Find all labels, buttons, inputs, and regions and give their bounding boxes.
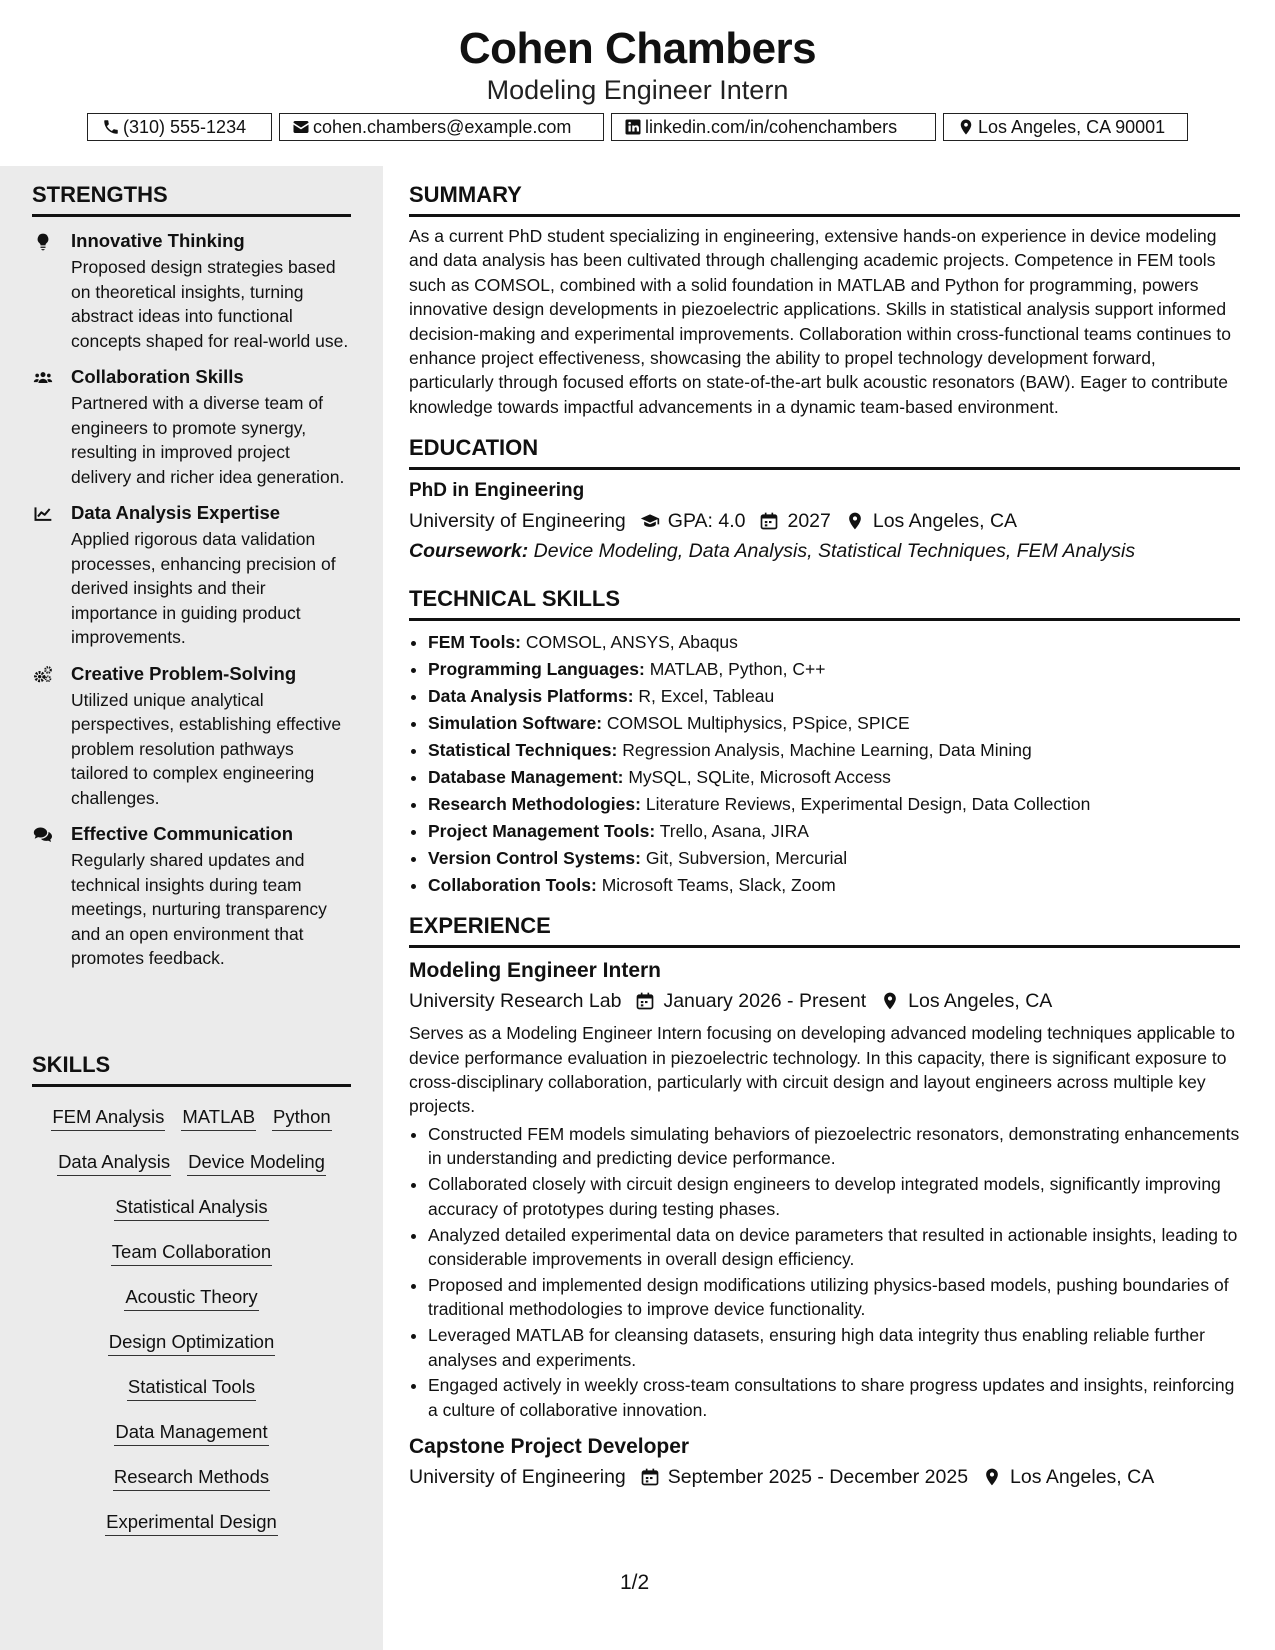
linkedin-text: linkedin.com/in/cohenchambers [645, 116, 898, 137]
map-pin-icon [845, 511, 865, 531]
list-item [428, 737, 1240, 764]
envelope-icon [292, 118, 310, 136]
list-item [428, 656, 1240, 683]
skill-values: R, Excel, Tableau [638, 686, 775, 707]
skill-values: Literature Reviews, Experimental Design, Data Collection [645, 794, 1091, 815]
list-item: • Engaged actively in weekly cross-team consultations to share progress updates and insights, reinforcing a culture of collaborative innovation. [428, 1373, 1240, 1422]
skills-tag-list [32, 1105, 351, 1555]
contact-location [943, 113, 1188, 141]
list-item [428, 791, 1240, 818]
skill-tag: Statistical Tools [127, 1375, 256, 1401]
phone-text: (310) 555-1234 [123, 116, 247, 137]
map-pin-icon [880, 991, 900, 1011]
skill-category: Programming Languages: [428, 659, 645, 680]
skill-values: MATLAB, Python, C++ [649, 659, 826, 680]
candidate-role: Modeling Engineer Intern [486, 75, 789, 105]
job-bullets [409, 1122, 1240, 1422]
email-text: cohen.chambers@example.com [313, 116, 572, 137]
summary-text: As a current PhD student specializing in engineering, extensive hands-on experience in device modeling and data analysis has been cultivated through challenging academic projects. Competence in FEM tools such as COMSOL, combined with a solid foundation in MATLAB and Python for programming, powers innovative design developments in piezoelectric applications. Skills in statistical analysis support informed decision-making and experimental improvements. Collaboration within cross-functional teams continues to enhance project effectiveness, showcasing the ability to propel technology development forward, particularly through focused efforts on state-of-the-art bulk acoustic resonators (BAW). Eager to contribute knowledge towards impactful advancements in a dynamic team-based environment. [409, 226, 1231, 417]
strength-title: Effective Communication [71, 823, 294, 844]
strength-title: Innovative Thinking [71, 230, 245, 251]
skills-heading: SKILLS [32, 1052, 351, 1087]
coursework-text: Device Modeling, Data Analysis, Statistical Techniques, FEM Analysis [533, 540, 1136, 563]
skill-tag: MATLAB [181, 1105, 256, 1131]
technical-skills-heading: TECHNICAL SKILLS [409, 586, 1240, 621]
education-location: Los Angeles, CA [872, 510, 1018, 533]
experience-heading: EXPERIENCE [409, 913, 1240, 948]
skill-values: Regression Analysis, Machine Learning, Data Mining [622, 740, 1032, 761]
strength-title: Data Analysis Expertise [71, 502, 281, 523]
skill-category: Research Methodologies: [428, 794, 641, 815]
skill-tag: Data Management [114, 1420, 268, 1446]
contact-bar [0, 113, 1275, 141]
strengths-heading: STRENGTHS [32, 182, 351, 217]
contact-phone[interactable] [87, 113, 272, 141]
graduation-cap-icon [640, 511, 660, 531]
skill-tag: Statistical Analysis [114, 1195, 268, 1221]
users-icon [32, 368, 54, 388]
skill-category: Data Analysis Platforms: [428, 686, 634, 707]
strengths-section [32, 182, 351, 971]
school-name: University of Engineering [409, 510, 626, 533]
job-summary: Serves as a Modeling Engineer Intern focusing on developing advanced modeling techniques applicable to device performance evaluation in piezoelectric technology. In this capacity, there is significant exposure to cross-disciplinary collaboration, particularly with circuit design and layout engineers across multiple key projects. [409, 1023, 1235, 1117]
linkedin-icon [624, 118, 642, 136]
summary-heading: SUMMARY [409, 182, 1240, 217]
job-title: Capstone Project Developer [409, 1435, 690, 1459]
skill-tag: Design Optimization [108, 1330, 276, 1356]
skill-tag: Acoustic Theory [124, 1285, 258, 1311]
map-pin-icon [957, 118, 975, 136]
degree-title: PhD in Engineering [409, 480, 585, 502]
skills-row [32, 1285, 351, 1330]
list-item [428, 764, 1240, 791]
skill-category: Simulation Software: [428, 713, 603, 734]
skill-tag: Data Analysis [57, 1150, 171, 1176]
strength-item [32, 663, 351, 811]
skills-row [32, 1195, 351, 1240]
map-pin-icon [982, 1467, 1002, 1487]
skill-values: COMSOL Multiphysics, PSpice, SPICE [606, 713, 910, 734]
list-item: • Leveraged MATLAB for cleansing datasets, ensuring high data integrity thus enabling reliable further analyses and experiments. [428, 1323, 1240, 1372]
strength-text: Utilized unique analytical perspectives, establishing effective problem resolution pathways tailored to complex engineering challenges. [71, 689, 342, 808]
lightbulb-icon [32, 232, 54, 252]
coursework-line [409, 536, 1240, 566]
list-item: • Proposed and implemented design modifications utilizing physics-based models, pushing boundaries of traditional methodologies to improve device functionality. [428, 1273, 1240, 1322]
skill-tag: Experimental Design [105, 1510, 278, 1536]
sidebar [0, 166, 383, 1650]
skills-row [32, 1330, 351, 1375]
contact-linkedin[interactable] [611, 113, 936, 141]
list-item [428, 710, 1240, 737]
contact-email[interactable] [279, 113, 604, 141]
skill-category: Statistical Techniques: [428, 740, 618, 761]
skills-section [32, 1052, 351, 1555]
skill-category: Collaboration Tools: [428, 875, 597, 896]
gpa-text: GPA: 4.0 [667, 510, 746, 533]
skill-tag: Python [272, 1105, 332, 1131]
skills-row [32, 1105, 351, 1150]
strength-item [32, 366, 351, 489]
list-item [428, 629, 1240, 656]
skills-row [32, 1240, 351, 1285]
list-item: • Collaborated closely with circuit design engineers to develop integrated models, significantly improving accuracy of prototypes during testing phases. [428, 1172, 1240, 1221]
skills-row [32, 1510, 351, 1555]
strength-text: Regularly shared updates and technical insights during team meetings, nurturing transparency and an open environment that promotes feedback. [71, 850, 327, 968]
job-title: Modeling Engineer Intern [409, 959, 662, 983]
list-item [428, 845, 1240, 872]
list-item: • Analyzed detailed experimental data on device parameters that resulted in actionable insights, leading to considerable improvements in overall design efficiency. [428, 1223, 1240, 1272]
skill-category: FEM Tools: [428, 632, 521, 653]
skill-values: MySQL, SQLite, Microsoft Access [628, 767, 891, 788]
list-item [428, 818, 1240, 845]
skill-tag: Research Methods [113, 1465, 270, 1491]
job-organization: University Research Lab [409, 990, 622, 1013]
job-meta [409, 986, 1240, 1016]
strength-title: Collaboration Skills [71, 366, 244, 387]
coursework-label: Coursework: [409, 540, 529, 563]
skill-values: COMSOL, ANSYS, Abaqus [525, 632, 738, 653]
job-location: Los Angeles, CA [908, 990, 1053, 1013]
summary-section [409, 182, 1240, 419]
skills-row [32, 1375, 351, 1420]
skill-values: Trello, Asana, JIRA [659, 821, 809, 842]
list-item: • Constructed FEM models simulating behaviors of piezoelectric resonators, demonstrating enhancements in understanding and predicting device performance. [428, 1122, 1240, 1171]
job-entry [409, 957, 1240, 1422]
list-item [428, 872, 1240, 899]
skill-category: Project Management Tools: [428, 821, 656, 842]
skill-values: Microsoft Teams, Slack, Zoom [601, 875, 836, 896]
job-dates: September 2025 - December 2025 [667, 1466, 969, 1489]
skills-row [32, 1150, 351, 1195]
experience-section [409, 913, 1240, 1492]
job-location: Los Angeles, CA [1010, 1466, 1155, 1489]
gears-icon [32, 665, 54, 685]
strength-text: Partnered with a diverse team of engineers to promote synergy, resulting in improved project delivery and richer idea generation. [71, 393, 345, 487]
candidate-name: Cohen Chambers [458, 24, 817, 73]
skill-values: Git, Subversion, Mercurial [645, 848, 848, 869]
skills-row [32, 1465, 351, 1510]
strength-item [32, 230, 351, 353]
strength-item [32, 823, 351, 971]
skill-category: Database Management: [428, 767, 624, 788]
line-chart-icon [32, 504, 54, 524]
skill-tag: Team Collaboration [111, 1240, 272, 1266]
list-item [428, 683, 1240, 710]
education-heading: EDUCATION [409, 435, 1240, 470]
technical-skills-section [409, 586, 1240, 899]
strength-text: Proposed design strategies based on theoretical insights, turning abstract ideas into functional concepts shaped for real-world use. [71, 257, 349, 351]
job-organization: University of Engineering [409, 1466, 626, 1489]
education-section [409, 435, 1240, 566]
job-dates: January 2026 - Present [663, 990, 867, 1013]
comments-icon [32, 825, 54, 845]
main-column [409, 166, 1240, 1492]
technical-skills-list [409, 629, 1240, 899]
skill-tag: Device Modeling [187, 1150, 326, 1176]
graduation-year: 2027 [787, 510, 831, 533]
phone-icon [102, 118, 120, 136]
skills-row [32, 1420, 351, 1465]
calendar-icon [759, 511, 779, 531]
location-text: Los Angeles, CA 90001 [978, 116, 1166, 137]
strength-title: Creative Problem-Solving [71, 662, 297, 684]
strength-text: Applied rigorous data validation processes, enhancing precision of derived insights and their importance in guiding product improvements. [71, 529, 336, 647]
education-meta [409, 506, 1240, 536]
calendar-icon [635, 991, 655, 1011]
calendar-icon [640, 1467, 660, 1487]
strength-item [32, 502, 351, 650]
skill-tag: FEM Analysis [51, 1105, 165, 1131]
job-meta [409, 1462, 1240, 1492]
job-entry [409, 1433, 1240, 1492]
resume-header [0, 0, 1275, 166]
skill-category: Version Control Systems: [428, 848, 641, 869]
page-number: 1/2 [620, 1571, 650, 1594]
